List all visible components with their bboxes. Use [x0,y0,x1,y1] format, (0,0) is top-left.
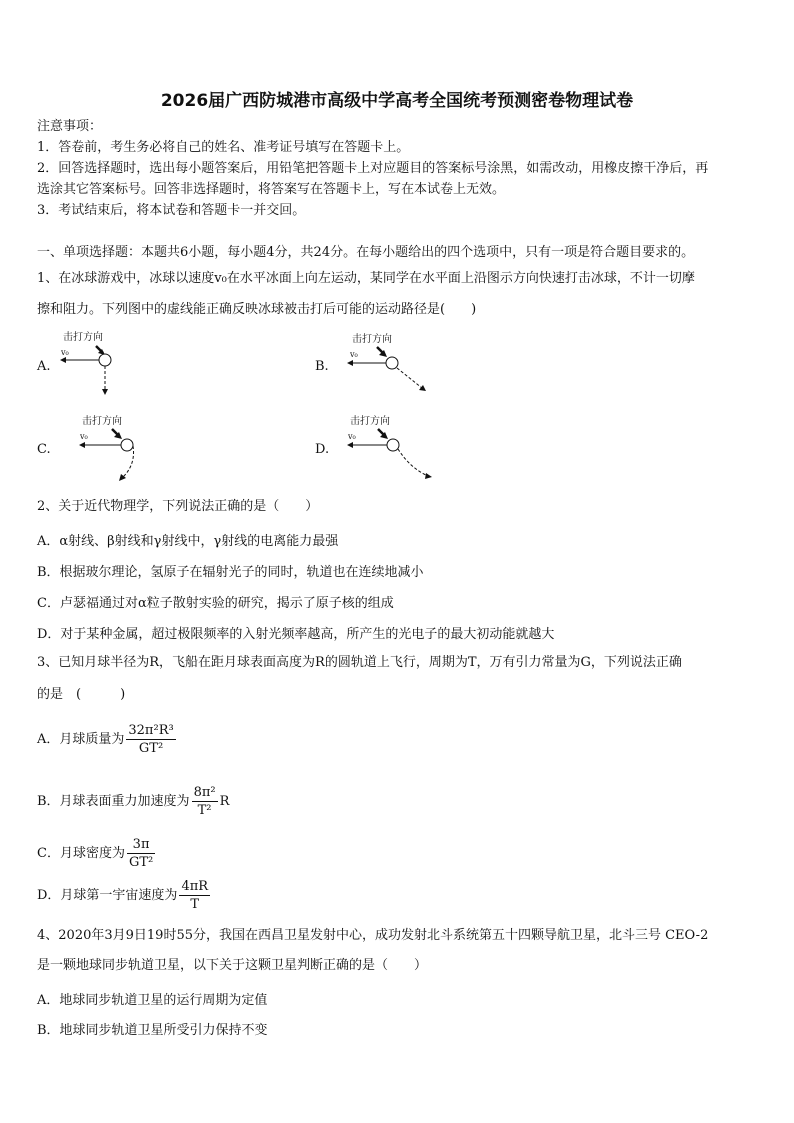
q2-option-d: D．对于某种金属，超过极限频率的入射光频率越高，所产生的光电子的最大初动能就越大 [37,627,555,642]
question-3-stem-cont: 的是 ( ) [37,687,126,702]
q2-option-c: C．卢瑟福通过对α粒子散射实验的研究，揭示了原子核的组成 [37,596,394,611]
question-4-stem: 4、2020年3月9日19时55分，我国在西昌卫星发射中心，成功发射北斗系统第五十四颗导航卫星，北斗三号 CEO-2 [37,928,709,943]
fraction: $\frac{3\pi}{\text{GT²}}$ [128,837,154,870]
notice-item-1: 1．答卷前，考生务必将自己的姓名、准考证号填写在答题卡上。 [37,140,410,155]
question-4-stem-cont: 是一颗地球同步轨道卫星，以下关于这颗卫星判断正确的是（ ） [37,958,428,973]
question-2-stem: 2、关于近代物理学，下列说法正确的是（ ） [37,499,319,514]
question-3-stem: 3、已知月球半径为R，飞船在距月球表面高度为R的圆轨道上飞行，周期为T，万有引力常量为G，下列说法正确 [37,655,682,670]
strike-direction-label: 击打方向 [352,334,392,345]
q3-option-d: D．月球第一宇宙速度为 $\frac{4\pi R}{T}$ [37,879,209,912]
strike-direction-label: 击打方向 [350,416,390,427]
q4-option-a: A．地球同步轨道卫星的运行周期为定值 [37,993,268,1008]
q1-diagram-a [55,328,145,400]
notice-item-3: 3．考试结束后，将本试卷和答题卡一并交回。 [37,203,306,218]
fraction: $\frac{4\pi R}{T}$ [181,879,209,912]
v0-label: v₀ [350,350,358,359]
strike-direction-label: 击打方向 [82,416,122,427]
question-1-stem: 1、在冰球游戏中，冰球以速度v₀在水平冰面上向左运动，某同学在水平面上沿图示方向快速打击冰球，不计一切摩 [37,271,695,286]
q4-option-b: B．地球同步轨道卫星所受引力保持不变 [37,1023,268,1038]
q3-option-b: B．月球表面重力加速度为 $\frac{\text{8π²}}{\text{T²}}$ R [37,785,230,818]
q1-option-b-label: B. [315,359,329,374]
notice-item-2: 2．回答选择题时，选出每小题答案后，用铅笔把答题卡上对应题目的答案标号涂黑，如需改动，用橡皮擦干净后，再 [37,161,709,176]
q2-option-a: A．α射线、β射线和γ射线中，γ射线的电离能力最强 [37,534,339,549]
v0-label: v₀ [80,432,88,441]
v0-label: v₀ [61,348,69,357]
q1-option-c-label: C. [37,442,51,457]
strike-direction-label: 击打方向 [63,332,103,343]
notice-item-2-cont: 选涂其它答案标号。回答非选择题时，将答案写在答题卡上，写在本试卷上无效。 [37,182,506,197]
q1-diagram-b [340,328,440,400]
q3-option-c: C．月球密度为 $\frac{3\pi}{\text{GT²}}$ [37,837,154,870]
question-1-stem-cont: 擦和阻力。下列图中的虚线能正确反映冰球被击打后可能的运动路径是( ) [37,302,477,317]
fraction: $\frac{\text{8π²}}{\text{T²}}$ [193,785,216,818]
q1-option-a-label: A. [37,359,51,374]
notice-heading: 注意事项： [37,119,103,134]
fraction: $\frac{\text{32π²R³}}{\text{GT²}}$ [128,723,174,756]
q2-option-b: B．根据玻尔理论，氢原子在辐射光子的同时，轨道也在连续地减小 [37,565,424,580]
q1-option-d-label: D. [315,442,330,457]
section-heading: 一、单项选择题：本题共6小题，每小题4分，共24分。在每小题给出的四个选项中，只有一项是符合题目要求的。 [37,245,695,260]
q1-diagram-d [340,410,450,490]
q1-diagram-c [72,410,172,490]
v0-label: v₀ [348,432,356,441]
q3-option-a: A．月球质量为 $\frac{\text{32π²R³}}{\text{GT²}}$ [37,723,174,756]
page-title: 2026届广西防城港市高级中学高考全国统考预测密卷物理试卷 [160,91,634,111]
